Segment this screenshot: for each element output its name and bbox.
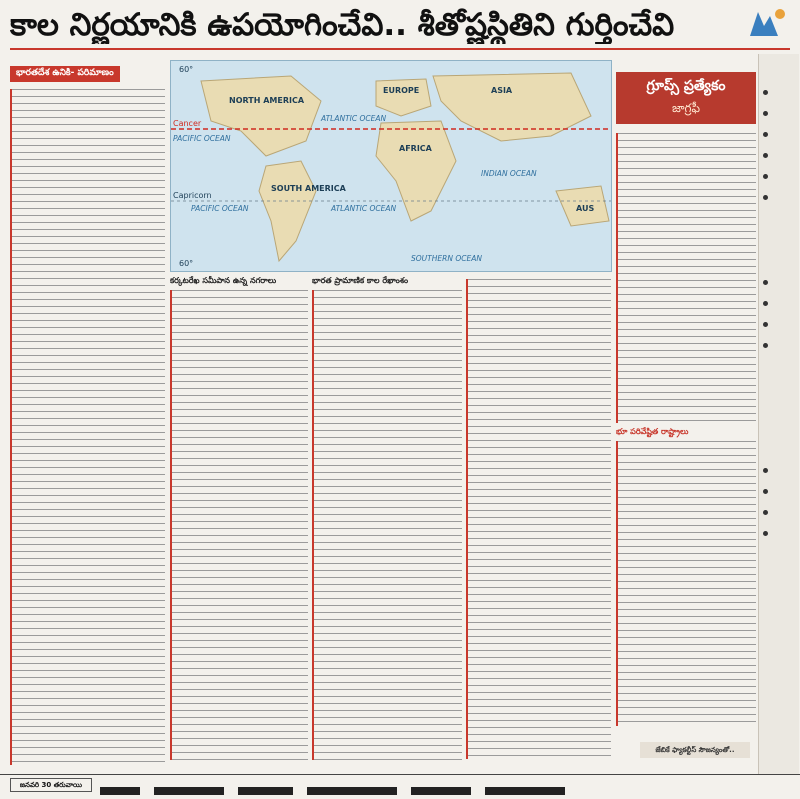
column-4-text xyxy=(466,279,611,759)
label-atlantic-south: ATLANTIC OCEAN xyxy=(331,204,397,213)
page-headline: కాల నిర్ణయానికి ఉపయోగించేవి.. శీతోష్ణస్థితిని గుర్తించేవి xyxy=(10,7,675,43)
sidebar-bullet xyxy=(763,531,768,536)
label-indian-ocean: INDIAN OCEAN xyxy=(481,169,537,178)
map-line-capricorn: Capricorn xyxy=(173,191,212,200)
group-box-subtitle: జాగ్రఫీ xyxy=(671,101,701,115)
label-asia: ASIA xyxy=(491,86,513,95)
headline-rule xyxy=(10,48,790,50)
map-lat-top: 60° xyxy=(179,65,194,74)
label-aus: AUS xyxy=(576,204,595,213)
sidebar-bullet xyxy=(763,153,768,158)
group-box-title: గ్రూప్స్ ప్రత్యేకం xyxy=(646,78,726,94)
label-pacific-south: PACIFIC OCEAN xyxy=(191,204,249,213)
section-tag: భారతదేశ ఉనికి- పరిమాణం xyxy=(10,66,120,82)
label-pacific-west: PACIFIC OCEAN xyxy=(173,134,231,143)
right-sidebar-clip xyxy=(758,54,799,774)
column-2 xyxy=(170,276,308,766)
map-line-cancer: Cancer xyxy=(173,119,202,128)
sidebar-bullet xyxy=(763,468,768,473)
column-2-heading: కర్కటరేఖ సమీపాన ఉన్న నగరాలు xyxy=(170,276,277,285)
column-5-text-upper xyxy=(616,133,756,423)
sidebar-bullet xyxy=(763,111,768,116)
sidebar-bullet xyxy=(763,280,768,285)
column-5 xyxy=(616,130,756,736)
sidebar-bullet xyxy=(763,90,768,95)
sidebar-bullet xyxy=(763,322,768,327)
label-africa: AFRICA xyxy=(399,144,432,153)
sidebar-bullet xyxy=(763,174,768,179)
sidebar-bullet xyxy=(763,489,768,494)
footer-continuation-box: జనవరి 30 తరువాయి xyxy=(10,778,92,792)
corner-illustration xyxy=(744,6,790,40)
column-3-heading: భారత ప్రామాణిక కాల రేఖాంశం xyxy=(312,276,409,285)
groups-special-box xyxy=(616,72,756,124)
sidebar-bullet xyxy=(763,510,768,515)
sidebar-bullet xyxy=(763,343,768,348)
column-2-text xyxy=(170,290,308,760)
next-headline-clip xyxy=(100,780,790,788)
sidebar-bullet xyxy=(763,301,768,306)
sidebar-bullet xyxy=(763,195,768,200)
column-5-subheading: భూ పరివేష్టిత రాష్ట్రాలు xyxy=(616,427,689,436)
column-3 xyxy=(312,276,462,766)
column-3-text xyxy=(312,290,462,760)
label-north-america: NORTH AMERICA xyxy=(229,96,305,105)
column-1 xyxy=(10,60,165,765)
faculty-credit: జేబికే ఫ్యాకల్టీస్ సౌజన్యంతో.. xyxy=(640,742,750,758)
column-4 xyxy=(466,276,611,766)
column-5-text-lower xyxy=(616,441,756,726)
world-map xyxy=(170,60,612,272)
label-europe: EUROPE xyxy=(383,86,420,95)
map-lat-bottom: 60° xyxy=(179,259,194,268)
label-south-america: SOUTH AMERICA xyxy=(271,184,346,193)
column-1-text xyxy=(10,89,165,765)
footer-rule xyxy=(0,774,800,775)
label-southern-ocean: SOUTHERN OCEAN xyxy=(411,254,482,263)
label-atlantic-north: ATLANTIC OCEAN xyxy=(321,114,387,123)
sidebar-bullet xyxy=(763,132,768,137)
